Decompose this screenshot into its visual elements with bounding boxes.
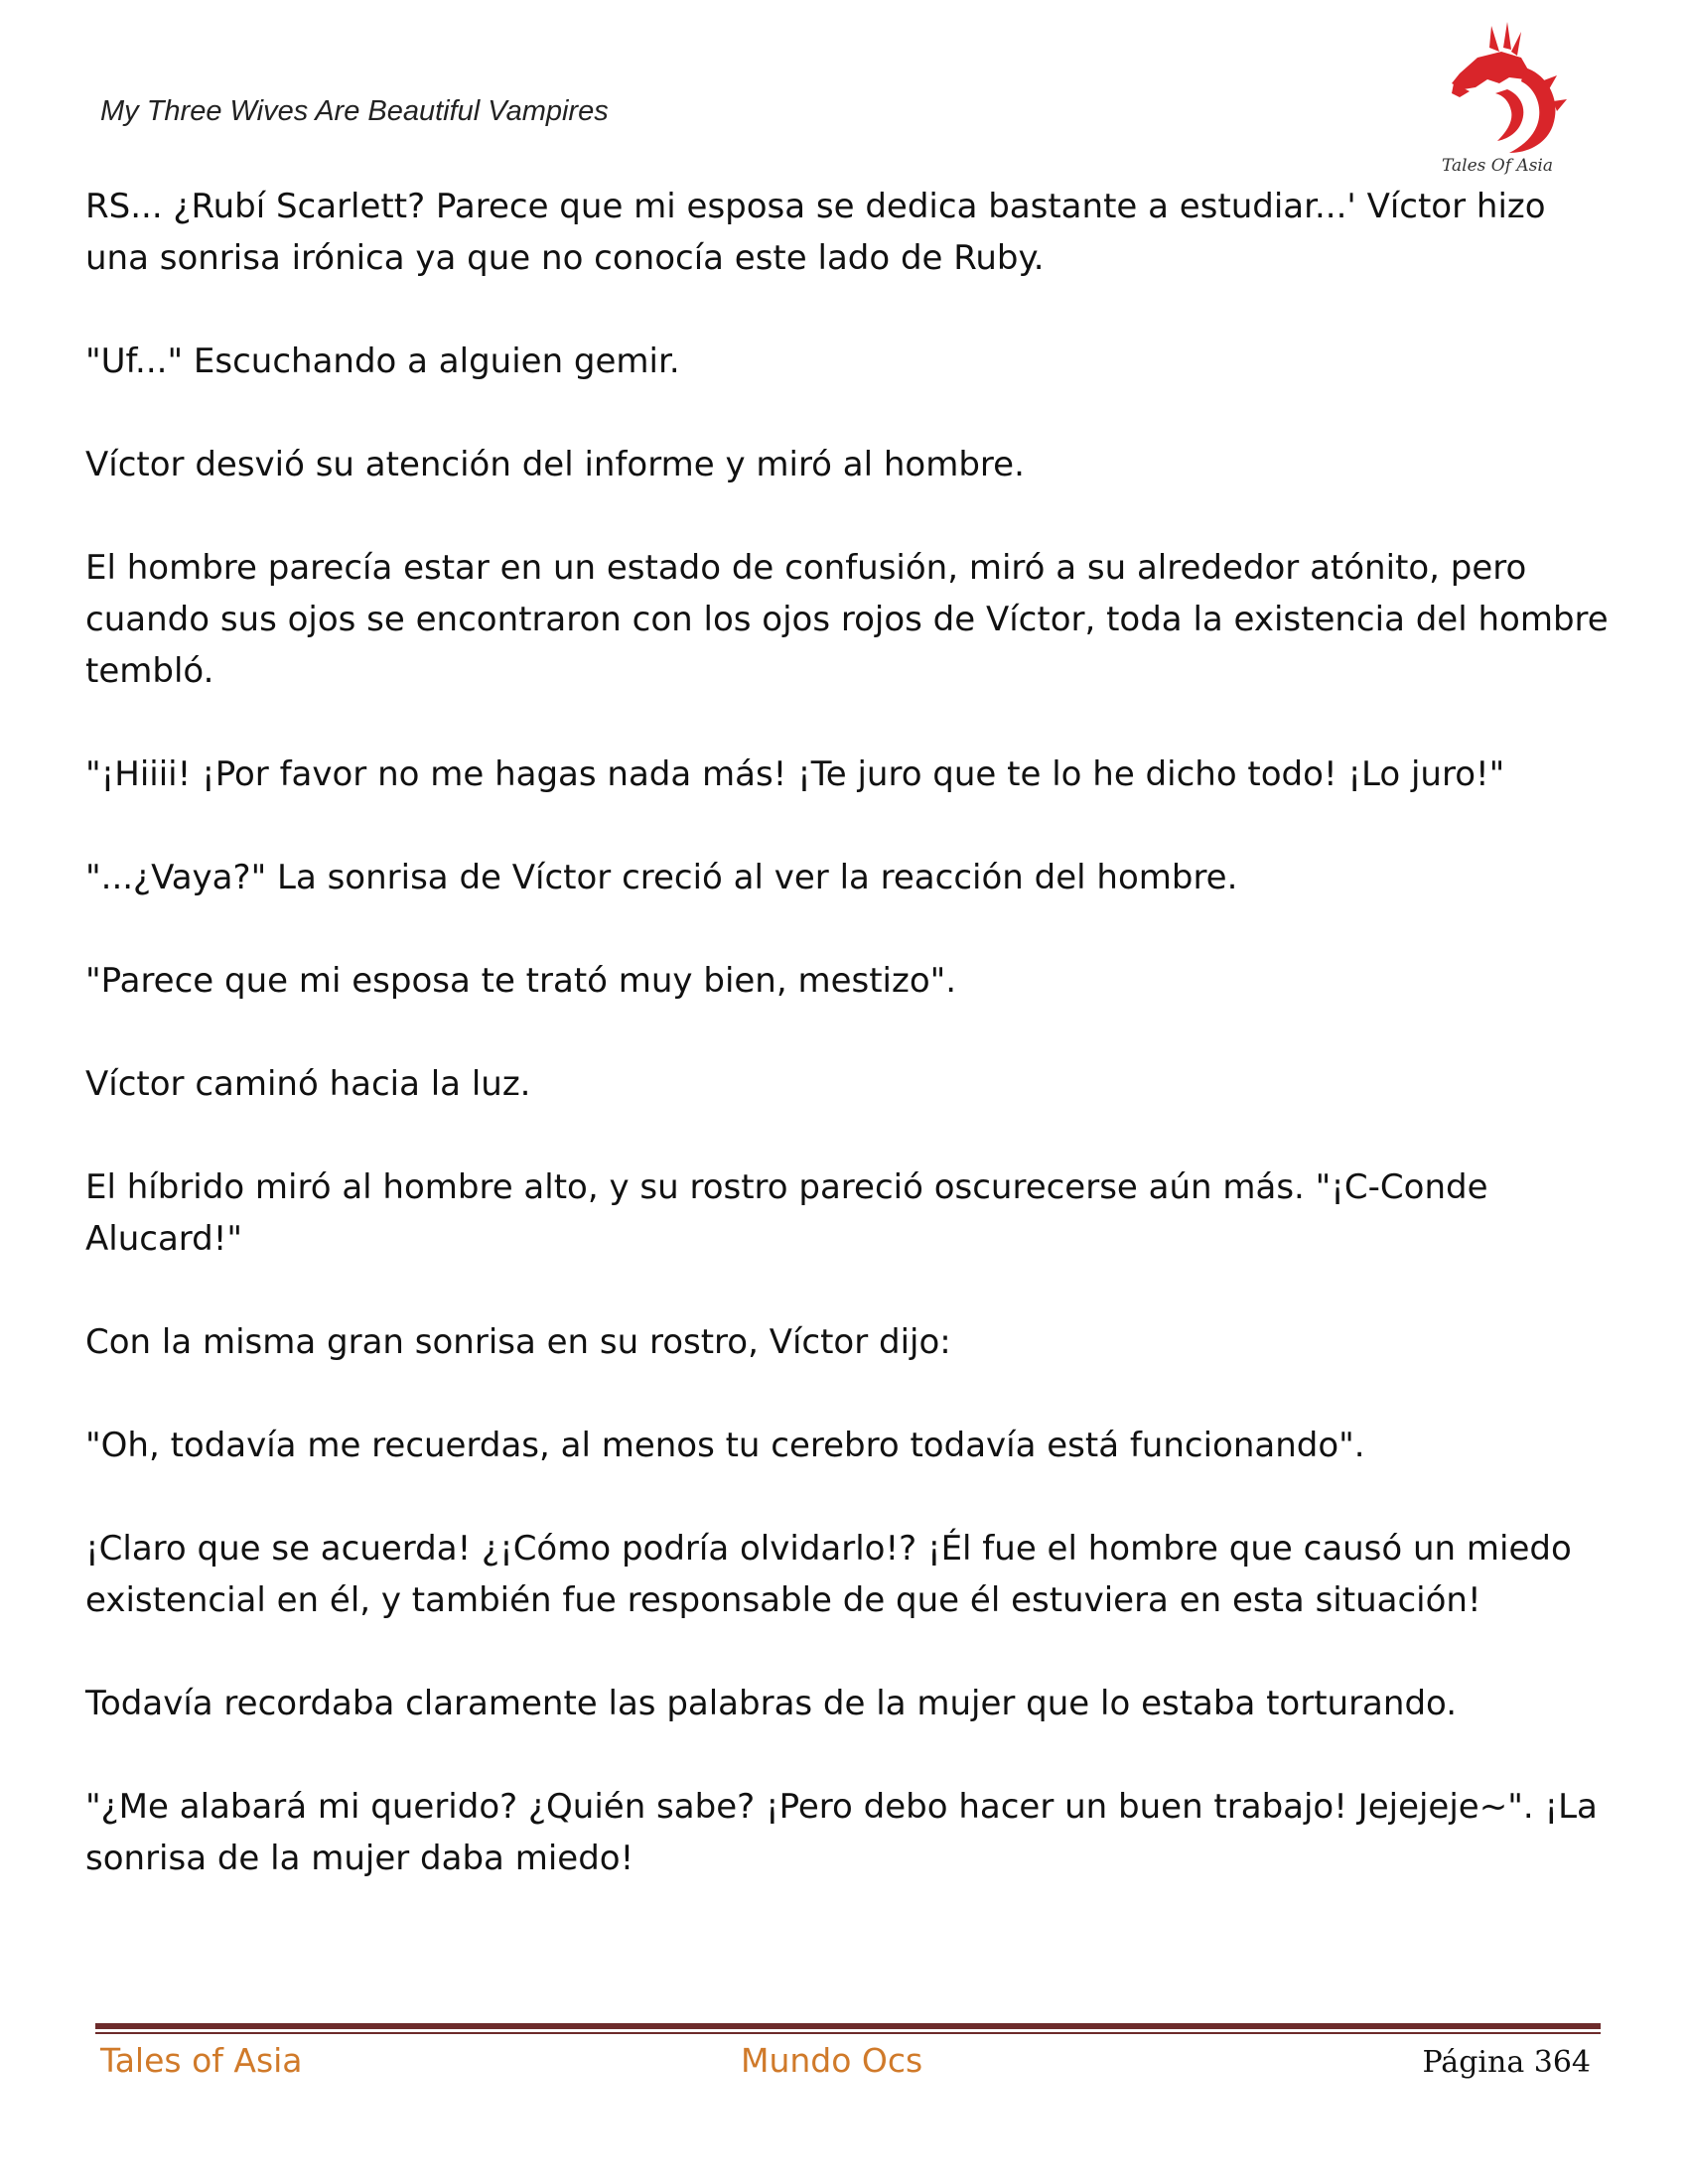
chapter-body (85, 181, 1615, 1884)
paragraph: "¿Me alabará mi querido? ¿Quién sabe? ¡Pero debo hacer un buen trabajo! Jejejeje~". ¡La sonrisa de la mujer daba miedo! (85, 1787, 1598, 1878)
page-number: Página 364 (1422, 2045, 1591, 2080)
paragraph: "Uf..." Escuchando a alguien gemir. (85, 341, 680, 381)
footer-divider-thick (95, 2023, 1601, 2029)
paragraph: Víctor desvió su atención del informe y miró al hombre. (85, 445, 1025, 484)
book-title: My Three Wives Are Beautiful Vampires (100, 95, 609, 127)
footer-divider (95, 2023, 1601, 2034)
paragraph: Víctor caminó hacia la luz. (85, 1064, 531, 1104)
footer-center-label: Mundo Ocs (741, 2041, 923, 2080)
red-dragon-logo-icon (1430, 18, 1569, 177)
paragraph: RS... ¿Rubí Scarlett? Parece que mi esposa se dedica bastante a estudiar...' Víctor hizo una sonrisa irónica ya que no conocía este lado de Ruby. (85, 187, 1546, 278)
paragraph: "Oh, todavía me recuerdas, al menos tu cerebro todavía está funcionando". (85, 1426, 1365, 1465)
paragraph: El hombre parecía estar en un estado de confusión, miró a su alrededor atónito, pero cuando sus ojos se encontraron con los ojos rojos de Víctor, toda la existencia del hombre tembló. (85, 548, 1609, 691)
paragraph: Con la misma gran sonrisa en su rostro, Víctor dijo: (85, 1322, 951, 1362)
paragraph: Todavía recordaba claramente las palabras de la mujer que lo estaba torturando. (85, 1684, 1458, 1723)
paragraph: El híbrido miró al hombre alto, y su rostro pareció oscurecerse aún más. "¡C-Conde Alucard!" (85, 1167, 1488, 1259)
paragraph: "¡Hiiii! ¡Por favor no me hagas nada más! ¡Te juro que te lo he dicho todo! ¡Lo juro!" (85, 754, 1505, 794)
tales-of-asia-logo (1430, 18, 1569, 177)
paragraph: ¡Claro que se acuerda! ¿¡Cómo podría olvidarlo!? ¡Él fue el hombre que causó un miedo existencial en él, y también fue responsable de que él estuviera en esta situación! (85, 1529, 1572, 1620)
paragraph: "Parece que mi esposa te trató muy bien, mestizo". (85, 961, 957, 1001)
paragraph: "...¿Vaya?" La sonrisa de Víctor creció al ver la reacción del hombre. (85, 858, 1238, 897)
logo-text: Tales Of Asia (1442, 156, 1553, 176)
footer-site-name: Tales of Asia (100, 2041, 303, 2080)
footer-divider-thin (95, 2032, 1601, 2034)
